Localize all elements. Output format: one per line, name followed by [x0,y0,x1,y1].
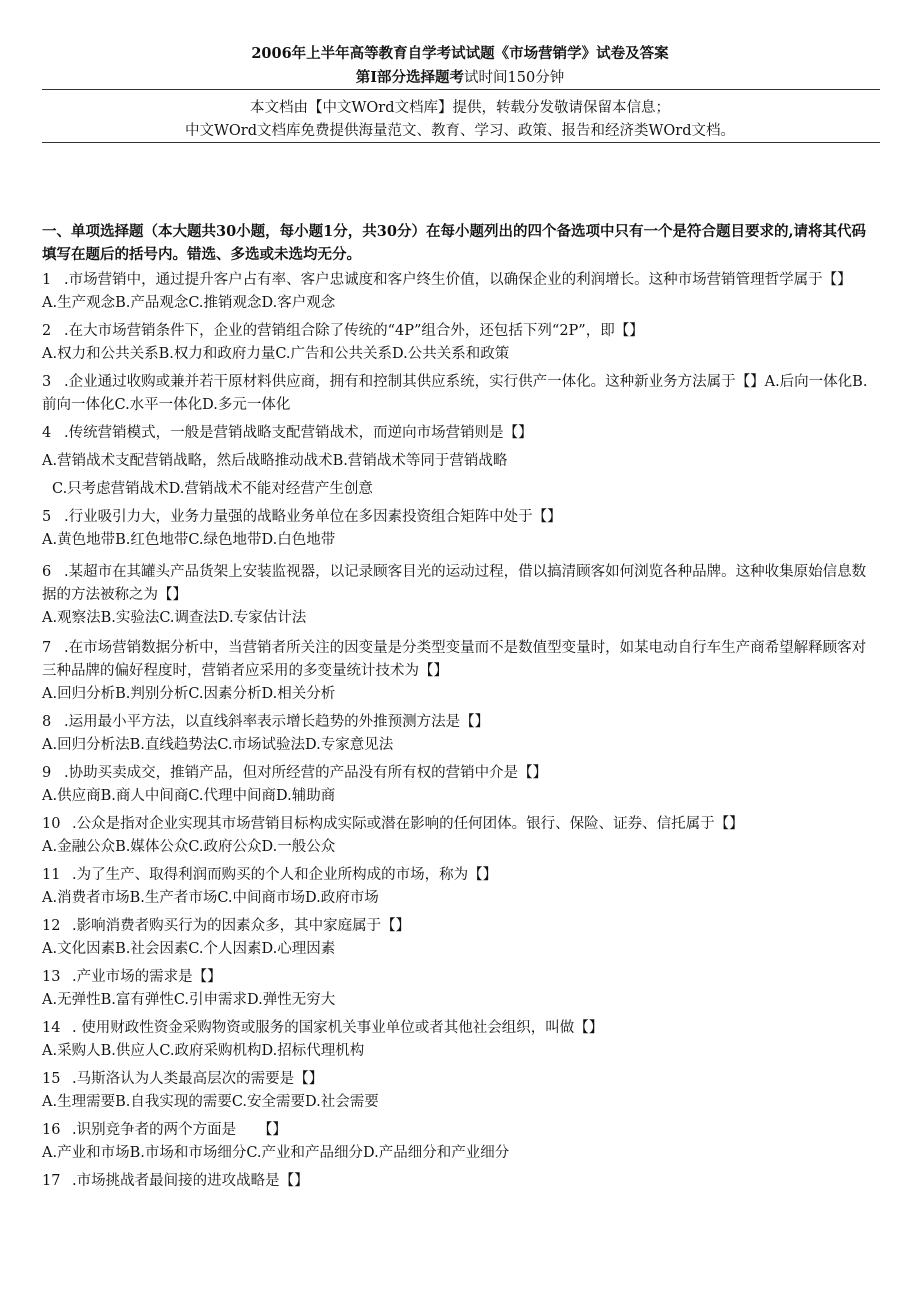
question-text: .马斯洛认为人类最高层次的需要是【】 [72,1071,324,1087]
question-item [42,320,874,366]
question-item [42,711,874,757]
question-text: .识别竞争者的两个方面是 【】 [72,1122,287,1138]
question-item [42,1119,874,1165]
question-options: A.权力和公共关系B.权力和政府力量C.广告和公共关系D.公共关系和政策 [42,346,510,362]
question-options: A.无弹性B.富有弹性C.引申需求D.弹性无穷大 [42,992,336,1008]
question-text: .协助买卖成交，推销产品，但对所经营的产品没有所有权的营销中介是【】 [64,765,548,781]
question-number: 7 [42,640,52,656]
question-options: A.金融公众B.媒体公众C.政府公众D.一般公众 [42,839,336,855]
question-options: A.黄色地带B.红色地带C.绿色地带D.白色地带 [42,532,336,548]
section-intro: 一、单项选择题（本大题共30小题，每小题1分，共30分）在每小题列出的四个备选项中只有一个是符合题目要求的,请将其代码填写在题后的括号内。错选、多选或未选均无分。 [42,223,866,263]
question-number: 13 [42,969,61,985]
question-number: 15 [42,1071,61,1087]
question-item [42,269,874,315]
question-options-continued: C.只考虑营销战术D.营销战术不能对经营产生创意 [52,481,373,497]
question-options: A.消费者市场B.生产者市场C.中间商市场D.政府市场 [42,890,379,906]
question-number: 6 [42,564,52,580]
question-item [42,864,874,910]
question-text: .为了生产、取得利润而购买的个人和企业所构成的市场，称为【】 [72,867,498,883]
notice-line-1: 本文档由【中文WOrd文档库】提供，转载分发敬请保留本信息； [249,100,670,116]
question-text: .运用最小平方法，以直线斜率表示增长趋势的外推预测方法是【】 [64,714,490,730]
question-number: 8 [42,714,52,730]
question-text: .公众是指对企业实现其市场营销目标构成实际或潜在影响的任何团体。银行、保险、证券、信托属于【】 [72,816,744,832]
question-item [42,506,874,552]
question-item [42,561,874,630]
question-item [42,1068,874,1114]
question-text: . 使用财政性资金采购物资或服务的国家机关事业单位或者其他社会组织，叫做【】 [72,1020,604,1036]
question-number: 3 [42,374,52,390]
subtitle-normal-part: 试时间150分钟 [464,70,565,86]
question-number: 4 [42,425,52,441]
question-number: 5 [42,509,52,525]
question-text: .在大市场营销条件下，企业的营销组合除了传统的“4P”组合外，还包括下列“2P”，即【】 [64,323,644,339]
question-options: A.回归分析法B.直线趋势法C.市场试验法D.专家意见法 [42,737,394,753]
header-divider-bottom [42,142,880,143]
question-options: A.回归分析B.判别分析C.因素分析D.相关分析 [42,686,336,702]
question-options: A.观察法B.实验法C.调查法D.专家估计法 [42,610,307,626]
question-options: A.生理需要B.自我实现的需要C.安全需要D.社会需要 [42,1094,379,1110]
question-number: 1 [42,272,52,288]
question-number: 17 [42,1173,61,1189]
question-text: .影响消费者购买行为的因素众多，其中家庭属于【】 [72,918,411,934]
question-number: 14 [42,1020,61,1036]
question-number: 11 [42,867,61,883]
question-number: 16 [42,1122,61,1138]
question-options: A.采购人B.供应人C.政府采购机构D.招标代理机构 [42,1043,365,1059]
question-number: 2 [42,323,52,339]
question-text: .行业吸引力大，业务力量强的战略业务单位在多因素投资组合矩阵中处于【】 [64,509,562,525]
question-section [42,220,874,1193]
question-number: 9 [42,765,52,781]
question-item [42,915,874,961]
question-item [42,422,874,501]
question-text: .市场挑战者最间接的进攻战略是【】 [72,1173,309,1189]
question-options: A.文化因素B.社会因素C.个人因素D.心理因素 [42,941,336,957]
header-divider-top [42,89,880,90]
question-text: .企业通过收购或兼并若干原材料供应商，拥有和控制其供应系统，实行供产一体化。这种新业务方法属于【】A.后向一体化B.前向一体化C.水平一体化D.多元一体化 [42,374,868,413]
question-text: .市场营销中，通过提升客户占有率、客户忠诚度和客户终生价值，以确保企业的利润增长。这种市场营销管理哲学属于【】 [64,272,852,288]
question-item [42,371,874,417]
question-item [42,966,874,1012]
question-options: A.营销战术支配营销战略，然后战略推动战术B.营销战术等同于营销战略 [42,453,508,469]
question-text: .传统营销模式，一般是营销战略支配营销战术，而逆向市场营销则是【】 [64,425,533,441]
document-title: 2006年上半年高等教育自学考试试题《市场营销学》试卷及答案 [251,45,669,62]
question-text: .在市场营销数据分析中，当营销者所关注的因变量是分类型变量而不是数值型变量时，如某电动自行车生产商希望解释顾客对三种品牌的偏好程度时，营销者应采用的多变量统计技术为【】 [42,640,867,679]
question-text: .某超市在其罐头产品货架上安装监视器，以记录顾客目光的运动过程，借以搞清顾客如何浏览各种品牌。这种收集原始信息数据的方法被称之为【】 [42,564,867,603]
question-options: A.产业和市场B.市场和市场细分C.产业和产品细分D.产品细分和产业细分 [42,1145,510,1161]
question-item [42,762,874,808]
document-subtitle [0,68,920,88]
question-item [42,1017,874,1063]
question-number: 12 [42,918,61,934]
question-text: .产业市场的需求是【】 [72,969,222,985]
question-item [42,637,874,706]
question-item [42,1170,874,1193]
question-options: A.生产观念B.产品观念C.推销观念D.客户观念 [42,295,336,311]
question-options: A.供应商B.商人中间商C.代理中间商D.辅助商 [42,788,336,804]
question-item [42,813,874,859]
question-number: 10 [42,816,61,832]
notice-line-2: 中文WOrd文档库免费提供海量范文、教育、学习、政策、报告和经济类WOrd文档。 [184,123,735,139]
subtitle-bold-part: 第I部分选择题考 [355,69,465,86]
